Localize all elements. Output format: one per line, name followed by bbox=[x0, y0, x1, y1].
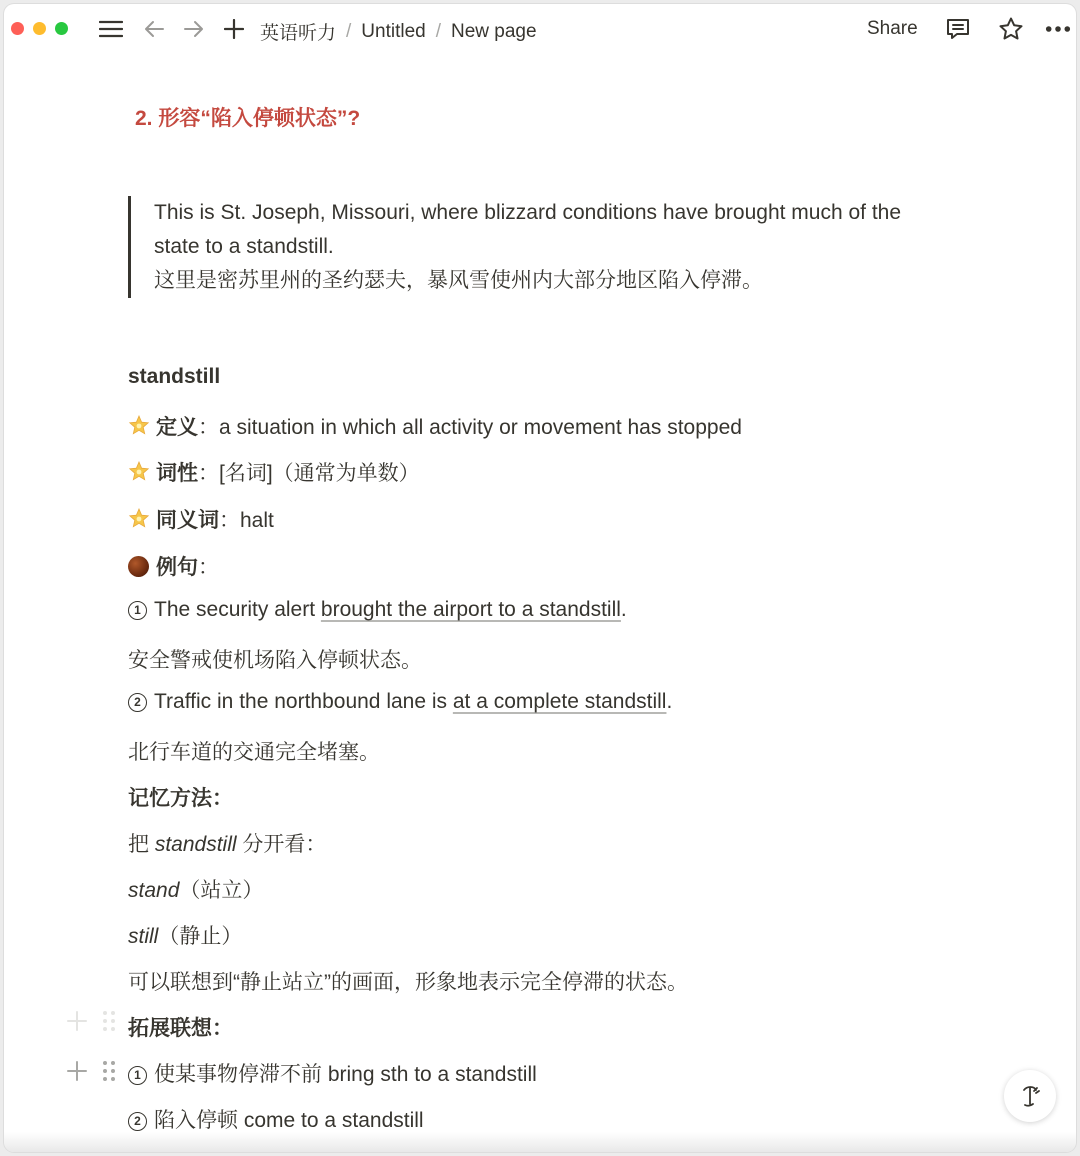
memory-prefix: 把 bbox=[128, 833, 155, 856]
definition-label: 定义 bbox=[156, 416, 198, 439]
word-part-stand bbox=[128, 874, 263, 904]
help-button[interactable] bbox=[1004, 1070, 1056, 1122]
part-1-meaning: （站立） bbox=[179, 879, 264, 902]
sparkle-star-icon bbox=[128, 461, 150, 483]
colon: ： bbox=[198, 462, 219, 485]
add-block-plus-icon[interactable] bbox=[66, 1010, 88, 1037]
circled-number-badge: 1 bbox=[128, 601, 147, 620]
drag-handle-icon[interactable] bbox=[102, 1060, 116, 1087]
memory-split-line bbox=[128, 828, 326, 858]
example-2-chinese: 北行车道的交通完全堵塞。 bbox=[128, 741, 380, 764]
part-2-word: still bbox=[128, 925, 159, 948]
memory-word: standstill bbox=[154, 833, 237, 856]
memory-suffix: 分开看： bbox=[236, 833, 327, 856]
quote-block bbox=[128, 196, 914, 298]
example-1-english bbox=[128, 598, 627, 622]
example-2-english bbox=[128, 690, 672, 714]
colon: ： bbox=[198, 556, 219, 579]
definition-text: a situation in which all activity or movement has stopped bbox=[219, 416, 742, 439]
chestnut-icon bbox=[128, 556, 149, 577]
page-content bbox=[4, 4, 1076, 1152]
example-2-suffix: . bbox=[666, 690, 673, 713]
colon: ： bbox=[219, 509, 240, 532]
example-1-chinese: 安全警戒使机场陷入停顿状态。 bbox=[128, 649, 422, 672]
synonym-label: 同义词 bbox=[156, 509, 219, 532]
sparkle-star-icon bbox=[128, 508, 150, 530]
circled-number-badge: 1 bbox=[128, 1066, 147, 1085]
extension-item-2-text: 陷入停顿 come to a standstill bbox=[154, 1109, 424, 1132]
breadcrumb-workspace[interactable]: 英语听力 bbox=[260, 23, 337, 44]
example-1-prefix: The security alert bbox=[154, 598, 321, 621]
help-assistant-icon bbox=[1015, 1081, 1045, 1111]
circled-number-badge: 2 bbox=[128, 693, 147, 712]
drag-handle-icon[interactable] bbox=[102, 1010, 116, 1037]
part-1-word: stand bbox=[128, 879, 180, 902]
extension-item-1-text: 使某事物停滞不前 bring sth to a standstill bbox=[154, 1063, 537, 1086]
breadcrumb-separator: / bbox=[346, 20, 352, 42]
bottom-fade bbox=[4, 1132, 1076, 1152]
part-of-speech-line bbox=[128, 457, 420, 487]
sparkle-star-icon bbox=[128, 415, 150, 437]
memory-summary: 可以联想到“静止站立”的画面，形象地表示完全停滞的状态。 bbox=[128, 971, 688, 994]
synonym-text: halt bbox=[240, 509, 274, 532]
definition-line bbox=[128, 411, 742, 441]
extension-label: 拓展联想： bbox=[128, 1017, 233, 1040]
pos-label: 词性 bbox=[156, 462, 198, 485]
vocab-word: standstill bbox=[128, 365, 221, 388]
synonym-line bbox=[128, 504, 274, 534]
example-label: 例句 bbox=[156, 556, 198, 579]
word-part-still bbox=[128, 920, 242, 950]
extension-item-1 bbox=[128, 1058, 537, 1088]
circled-number-badge: 2 bbox=[128, 1112, 147, 1131]
example-1-phrase: brought the airport to a standstill bbox=[320, 598, 621, 621]
part-2-meaning: （静止） bbox=[158, 925, 243, 948]
memory-method-label: 记忆方法： bbox=[128, 787, 233, 810]
example-heading-line bbox=[128, 551, 219, 581]
app-window bbox=[4, 4, 1076, 1152]
pos-text: [名词]（通常为单数） bbox=[219, 462, 420, 485]
quote-english: This is St. Joseph, Missouri, where blizzard conditions have brought much of the state to a standstill. bbox=[154, 201, 902, 258]
breadcrumb-current-page[interactable]: New page bbox=[451, 20, 537, 42]
example-2-prefix: Traffic in the northbound lane is bbox=[154, 690, 453, 713]
colon: ： bbox=[198, 416, 219, 439]
example-2-phrase: at a complete standstill bbox=[452, 690, 667, 713]
add-block-plus-icon[interactable] bbox=[66, 1060, 88, 1087]
breadcrumb-untitled[interactable]: Untitled bbox=[361, 20, 426, 42]
share-button[interactable]: Share bbox=[867, 18, 918, 39]
quote-chinese: 这里是密苏里州的圣约瑟夫，暴风雪使州内大部分地区陷入停滞。 bbox=[154, 269, 763, 292]
section-heading: 2. 形容“陷入停顿状态”? bbox=[135, 107, 361, 130]
extension-item-2 bbox=[128, 1104, 424, 1134]
example-1-suffix: . bbox=[620, 598, 627, 621]
breadcrumb-separator: / bbox=[435, 20, 441, 42]
